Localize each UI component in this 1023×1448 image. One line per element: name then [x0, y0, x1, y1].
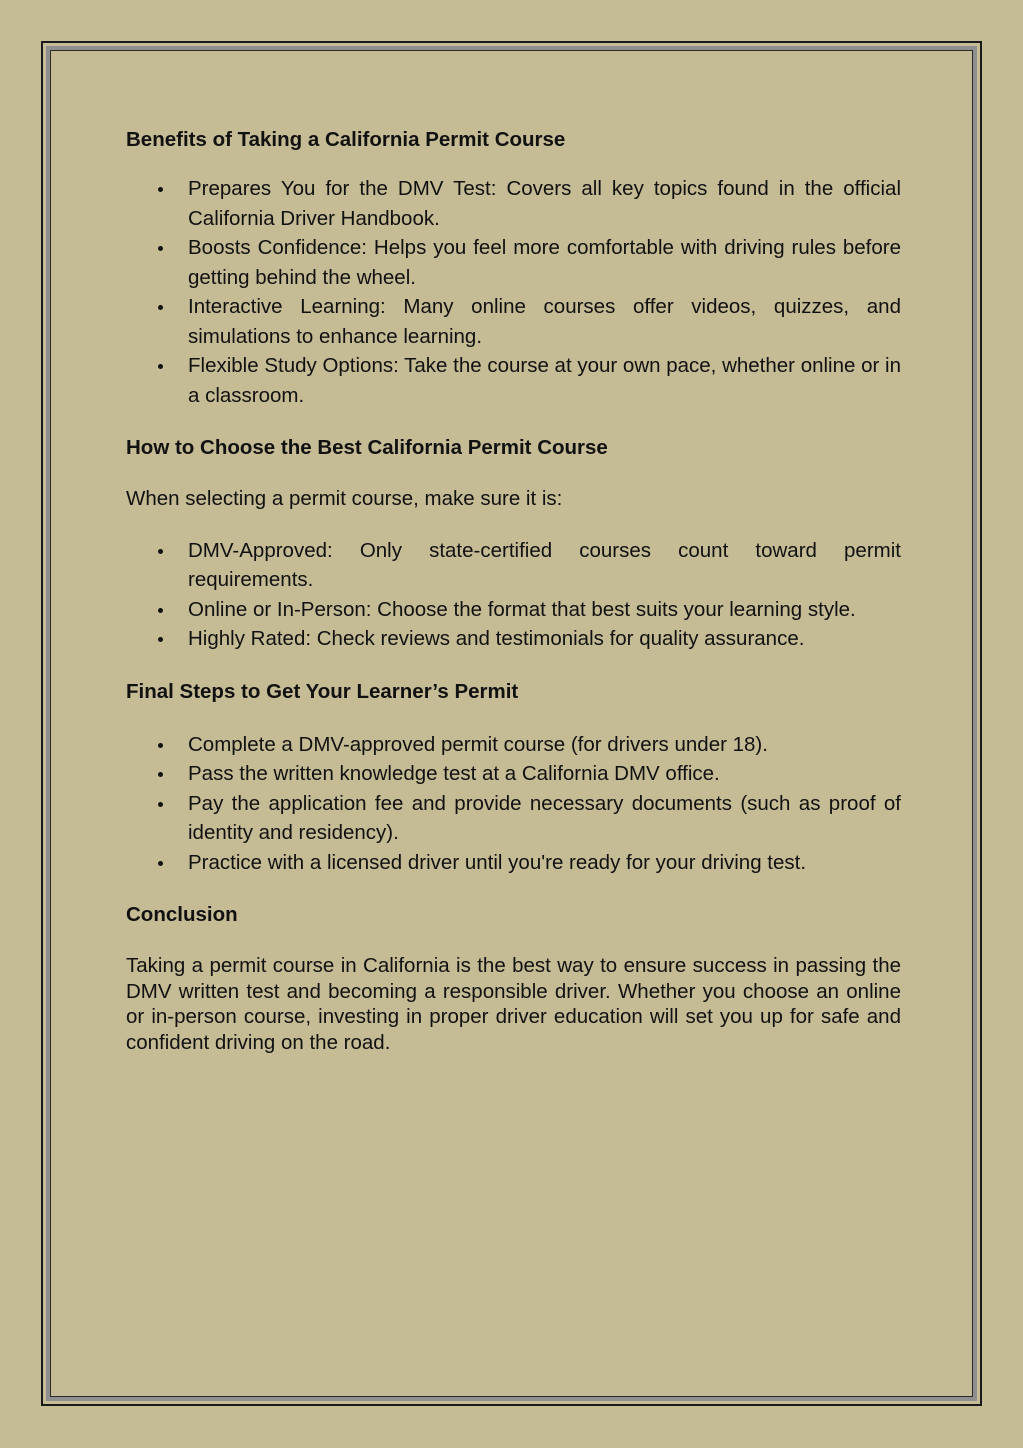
page-frame: [41, 41, 982, 1406]
list-item: Highly Rated: Check reviews and testimonials for quality assurance.: [126, 624, 901, 654]
heading-conclusion: Conclusion: [126, 903, 238, 926]
heading-choose-course: How to Choose the Best California Permit Course: [126, 436, 608, 459]
heading-benefits: Benefits of Taking a California Permit Course: [126, 128, 566, 151]
list-item: Online or In-Person: Choose the format that best suits your learning style.: [126, 595, 901, 625]
page-border: [46, 46, 977, 1401]
list-item: Pass the written knowledge test at a California DMV office.: [126, 759, 901, 789]
list-item: Boosts Confidence: Helps you feel more comfortable with driving rules before getting behind the wheel.: [126, 233, 901, 292]
document-body: [126, 126, 901, 1055]
conclusion-paragraph: Taking a permit course in California is the best way to ensure success in passing the DMV written test and becoming a responsible driver. Whether you choose an online or in-person course, investing in proper driver education will set you up for safe and confident driving on the road.: [126, 954, 901, 1054]
final-steps-list: [126, 730, 901, 878]
list-item: Complete a DMV-approved permit course (for drivers under 18).: [126, 730, 901, 760]
list-item: Practice with a licensed driver until you're ready for your driving test.: [126, 848, 901, 878]
list-item: DMV-Approved: Only state-certified courses count toward permit requirements.: [126, 536, 901, 595]
choose-course-list: [126, 536, 901, 654]
list-item: Flexible Study Options: Take the course at your own pace, whether online or in a classroom.: [126, 351, 901, 410]
benefits-list: [126, 174, 901, 410]
list-item: Interactive Learning: Many online courses offer videos, quizzes, and simulations to enhance learning.: [126, 292, 901, 351]
list-item: Pay the application fee and provide necessary documents (such as proof of identity and residency).: [126, 789, 901, 848]
heading-final-steps: Final Steps to Get Your Learner’s Permit: [126, 679, 519, 703]
list-item: Prepares You for the DMV Test: Covers all key topics found in the official California Driver Handbook.: [126, 174, 901, 233]
choose-course-intro: When selecting a permit course, make sure it is:: [126, 487, 563, 510]
